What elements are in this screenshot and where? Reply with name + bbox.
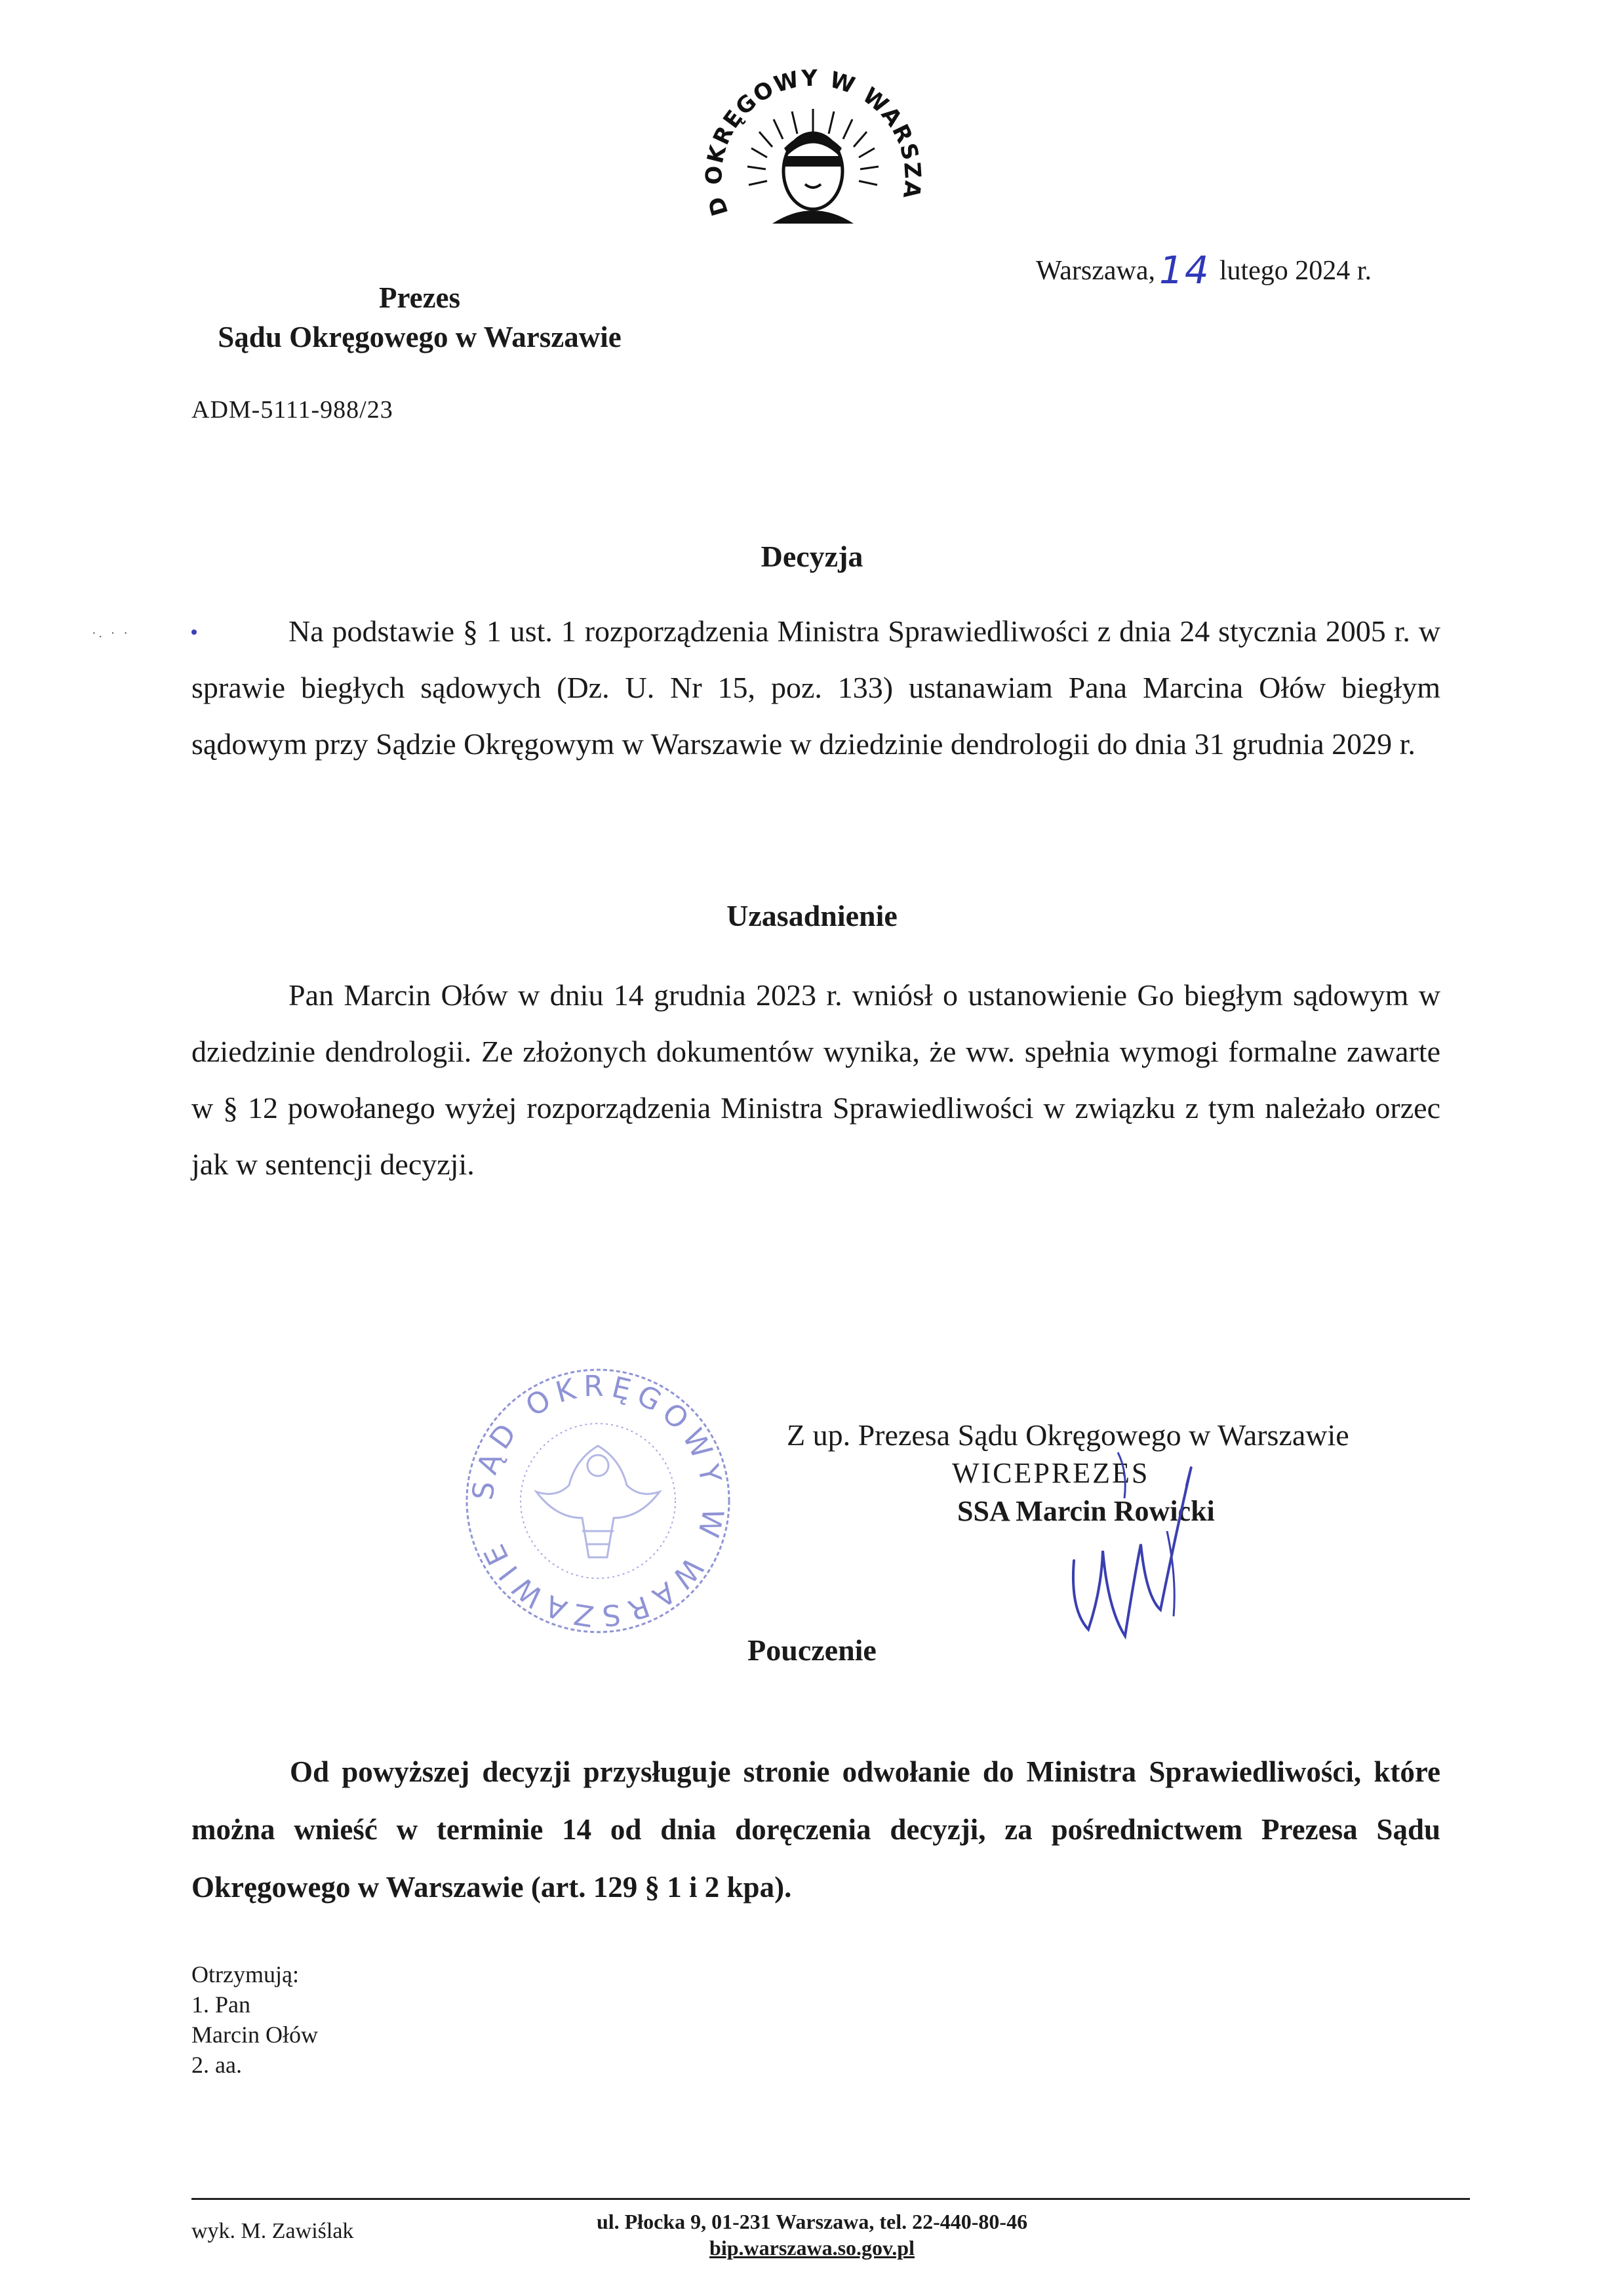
document-date bbox=[1036, 244, 1372, 292]
signature-role: WICEPREZES bbox=[952, 1457, 1150, 1489]
signature-name: SSA Marcin Rowicki bbox=[957, 1495, 1215, 1527]
decision-heading: Decyzja bbox=[761, 540, 863, 573]
date-day-handwritten: 14 bbox=[1159, 248, 1210, 292]
round-eagle-stamp-icon bbox=[458, 1361, 738, 1641]
court-stamp bbox=[458, 1361, 738, 1641]
header-title-line1: Prezes bbox=[378, 281, 461, 314]
footer-address: ul. Płocka 9, 01-231 Warszawa, tel. 22-440-80-46 bbox=[596, 2210, 1028, 2233]
justitia-emblem-icon bbox=[700, 56, 926, 243]
court-logo bbox=[700, 56, 926, 243]
signature-line1: Z up. Prezesa Sądu Okręgowego w Warszawie bbox=[787, 1418, 1349, 1452]
decision-body: Na podstawie § 1 ust. 1 rozporządzenia Ministra Sprawiedliwości z dnia 24 stycznia 2005 r. w sprawie biegłych sądowych (Dz. U. Nr 15, poz. 133) ustanawiam Pana Marcina Ołów biegłym sądowym przy Sądzie Okręgowym w Warszawie w dziedzinie dendrologii do dnia 31 grudnia 2029 r. bbox=[191, 614, 1440, 761]
signature bbox=[1062, 1446, 1213, 1649]
justification-body: Pan Marcin Ołów w dniu 14 grudnia 2023 r. wniósł o ustanowienie Go biegłym sądowym w dziedzinie dendrologii. Ze złożonych dokumentów wynika, że ww. spełnia wymogi formalne zawarte w § 12 powołanego wyżej rozporządzenia Ministra Sprawiedliwości w związku z tym należało orzec jak w sentencji decyzji. bbox=[191, 978, 1440, 1181]
recipients bbox=[191, 1959, 318, 2080]
recipient-item: 2. aa. bbox=[191, 2052, 242, 2078]
svg-text:SĄD OKRĘGOWY W WARSZAWIE: D OKRĘGOWY W WARSZA bbox=[701, 65, 926, 219]
recipient-item: Marcin Ołów bbox=[191, 2022, 318, 2048]
date-city: Warszawa, bbox=[1036, 256, 1156, 286]
header-title-line2: Sądu Okręgowego w Warszawie bbox=[218, 321, 622, 353]
date-rest: lutego 2024 r. bbox=[1219, 256, 1372, 286]
svg-text:SĄD OKRĘGOWY W WARSZAWIE: SĄD OKRĘGOWY W WARSZAWIE bbox=[466, 1369, 730, 1633]
reference-number: ADM-5111-988/23 bbox=[191, 396, 393, 424]
instruction-heading: Pouczenie bbox=[747, 1633, 877, 1667]
prepared-by: wyk. M. Zawiślak bbox=[191, 2219, 354, 2243]
justification-heading: Uzasadnienie bbox=[726, 899, 898, 932]
recipients-label: Otrzymują: bbox=[191, 1961, 299, 1987]
recipient-item: 1. Pan bbox=[191, 1991, 250, 2018]
footer-website-link[interactable]: bip.warszawa.so.gov.pl bbox=[709, 2236, 915, 2260]
scan-speck: ·. · · bbox=[92, 626, 130, 641]
footer-divider bbox=[191, 2198, 1470, 2200]
instruction-body: Od powyższej decyzji przysługuje stronie odwołanie do Ministra Sprawiedliwości, które można wnieść w terminie 14 od dnia doręczenia decyzji, za pośrednictwem Prezesa Sądu Okręgowego w Warszawie (art. 129 § 1 i 2 kpa). bbox=[191, 1755, 1440, 1904]
handwritten-signature-icon bbox=[1062, 1446, 1213, 1649]
